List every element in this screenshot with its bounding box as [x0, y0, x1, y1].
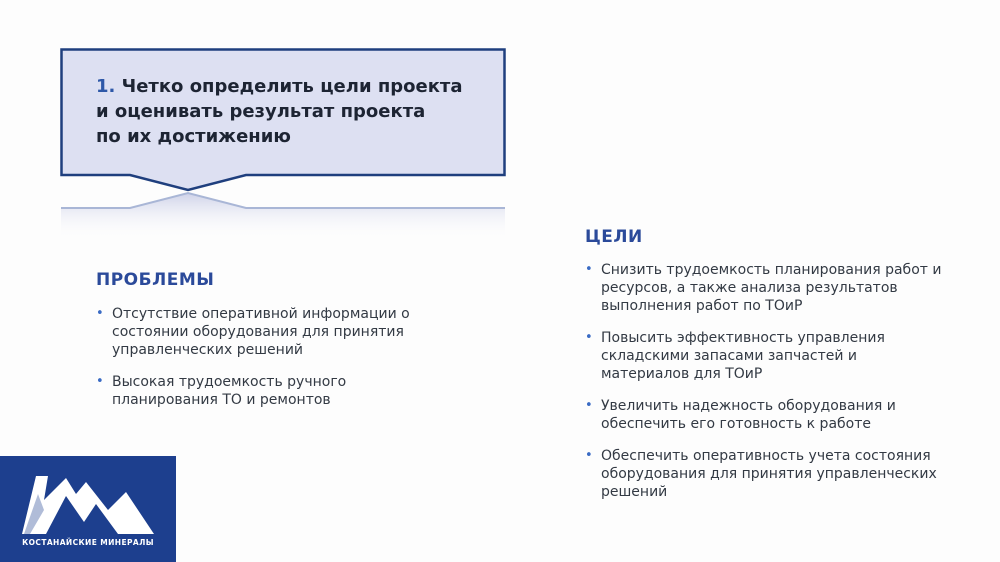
callout-number: 1.	[96, 76, 116, 97]
list-item: • Увеличить надежность оборудования и обеспечить его готовность к работе	[585, 397, 945, 433]
callout-line-1: Четко определить цели проекта	[121, 76, 463, 97]
goal-callout	[60, 48, 506, 198]
callout-text	[96, 74, 476, 149]
list-item: • Снизить трудоемкость планирования работ и ресурсов, а также анализа результатов выполнения работ по ТОиР	[585, 261, 945, 315]
problems-title: ПРОБЛЕМЫ	[96, 270, 215, 290]
logo-caption: КОСТАНАЙСКИЕ МИНЕРАЛЫ	[22, 538, 154, 547]
callout-line-3: по их достижению	[96, 126, 291, 147]
goals-title: ЦЕЛИ	[585, 227, 643, 247]
list-item: • Повысить эффективность управления складскими запасами запчастей и материалов для ТОиР	[585, 329, 945, 383]
callout-line-2: и оценивать результат проекта	[96, 101, 426, 122]
list-item: • Высокая трудоемкость ручного планирования ТО и ремонтов	[96, 373, 446, 409]
mountains-logo-icon	[22, 470, 154, 536]
goals-list	[585, 261, 945, 515]
problems-list	[96, 305, 446, 423]
company-logo	[0, 456, 176, 562]
list-item: • Обеспечить оперативность учета состояния оборудования для принятия управленческих решений	[585, 447, 945, 501]
list-item: • Отсутствие оперативной информации о состоянии оборудования для принятия управленческих решений	[96, 305, 446, 359]
callout-reflection	[60, 190, 506, 240]
